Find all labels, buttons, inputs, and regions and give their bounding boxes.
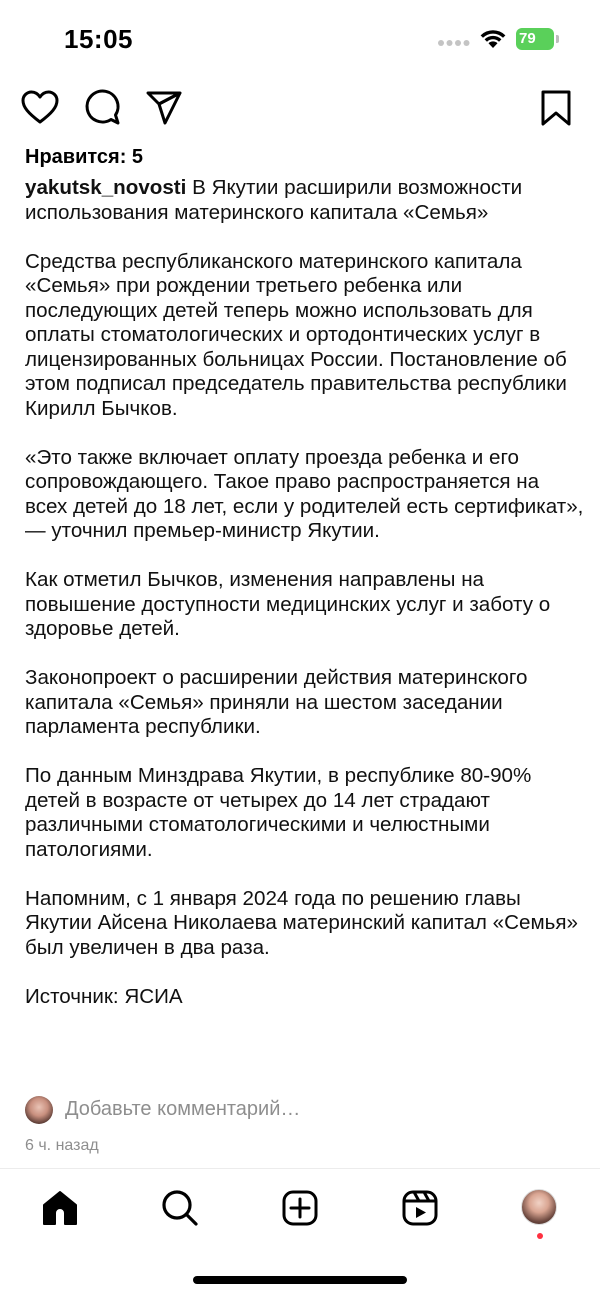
caption-paragraph: «Это также включает оплату проезда ребенка и его сопровождающего. Такое право распространяется на всех детей до 18 лет, если у родителей есть сертификат», — уточнил премьер-министр Якутии. — [25, 445, 584, 542]
home-icon[interactable] — [40, 1188, 80, 1228]
wifi-icon — [478, 26, 508, 50]
notification-dot — [537, 1233, 543, 1239]
battery-indicator — [516, 28, 560, 50]
post-username[interactable]: yakutsk_novosti — [25, 176, 187, 199]
likes-count[interactable]: Нравится: 5 — [25, 146, 144, 168]
create-icon[interactable] — [280, 1188, 320, 1228]
heart-icon[interactable] — [20, 88, 60, 128]
caption-paragraph: Законопроект о расширении действия материнского капитала «Семья» приняли на шестом заседании парламента республики. — [25, 666, 528, 738]
comment-input[interactable]: Добавьте комментарий… — [65, 1098, 301, 1120]
caption-paragraph: Средства республиканского материнского капитала «Семья» при рождении третьего ребенка или последующих детей теперь можно использовать для оплаты стоматологических и ортодонтических услуг в лицензированных больницах России. Постановление об этом подписал председатель правительства республики Кирилл Бычков. — [25, 249, 567, 420]
search-icon[interactable] — [160, 1188, 200, 1228]
profile-avatar[interactable] — [521, 1189, 557, 1225]
battery-level: 79 — [516, 28, 554, 50]
cellular-signal-icon — [438, 38, 470, 48]
caption-paragraph: Напомним, с 1 января 2024 года по решению главы Якутии Айсена Николаева материнский капитал «Семья» был увеличен в два раза. — [25, 886, 578, 959]
caption-paragraph: Как отметил Бычков, изменения направлены на повышение доступности медицинских услуг и заботу о здоровье детей. — [25, 568, 551, 640]
post-caption — [25, 176, 585, 1034]
add-comment-row[interactable] — [25, 1094, 585, 1128]
bookmark-icon[interactable] — [536, 88, 576, 128]
comment-icon[interactable] — [82, 88, 122, 128]
status-bar — [0, 0, 600, 80]
battery-cap — [556, 35, 559, 43]
caption-source: Источник: ЯСИА — [25, 984, 183, 1008]
caption-headline-text: В Якутии расширили возможности использования материнского капитала «Семья» — [25, 176, 523, 224]
user-avatar — [25, 1096, 53, 1124]
share-icon[interactable] — [144, 88, 184, 128]
caption-headline — [25, 176, 585, 225]
status-time: 15:05 — [64, 24, 133, 54]
bottom-nav — [0, 1170, 600, 1250]
home-indicator[interactable] — [193, 1276, 407, 1284]
post-actions — [0, 86, 600, 132]
caption-paragraph: По данным Минздрава Якутии, в республике 80-90% детей в возрасте от четырех до 14 лет страдают различными стоматологическими и челюстными патологиями. — [25, 764, 532, 861]
post-timestamp: 6 ч. назад — [25, 1137, 99, 1154]
nav-divider — [0, 1168, 600, 1169]
reels-icon[interactable] — [400, 1188, 440, 1228]
